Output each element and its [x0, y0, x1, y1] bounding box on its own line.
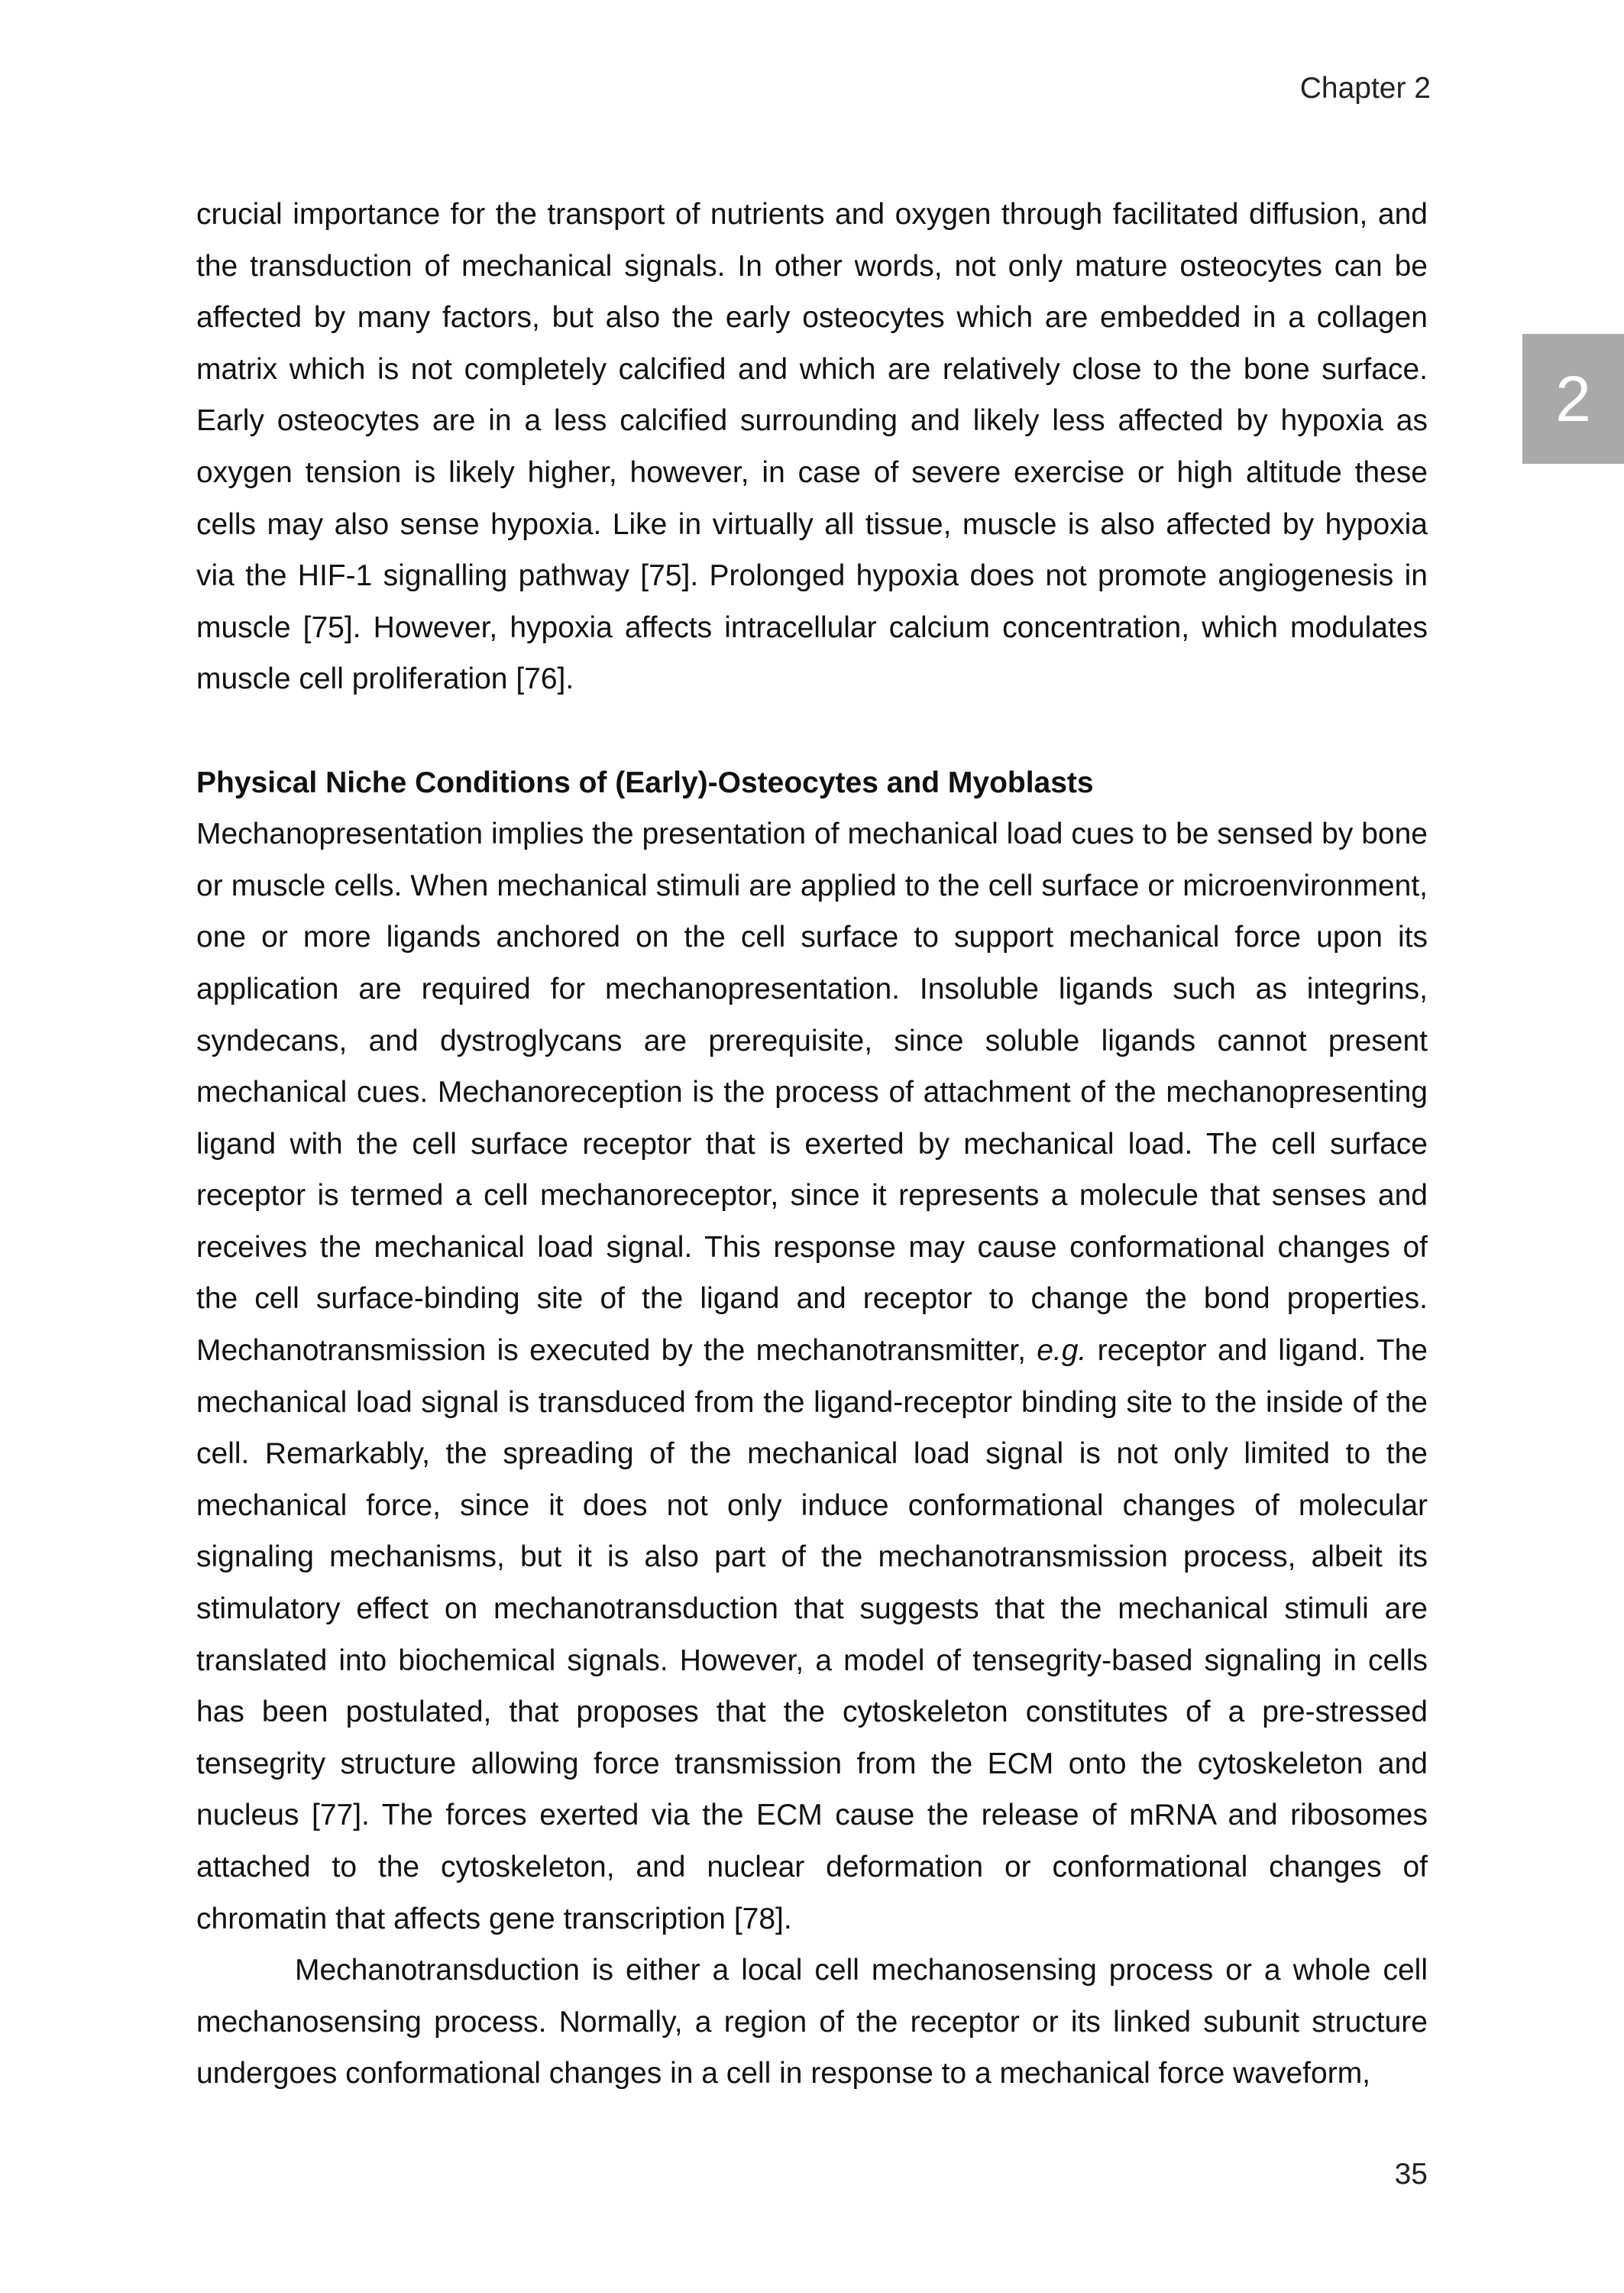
page-number: 35	[1394, 2158, 1428, 2191]
paragraph-mechanopresentation-part-2: receptor and ligand. The mechanical load signal is transduced from the ligand-receptor binding site to the inside of the cell. Remarkably, the spreading of the mechanical load signal is not only limited to the mechanical force, since it does not only induce conformational changes of molecular signaling mechanisms, but it is also part of the mechanotransmission process, albeit its stimulatory effect on mechanotransduction that suggests that the mechanical stimuli are translated into biochemical signals. However, a model of tensegrity-based signaling in cells has been postulated, that proposes that the cytoskeleton constitutes of a pre-stressed tensegrity structure allowing force transmission from the ECM onto the cytoskeleton and nucleus [77]. The forces exerted via the ECM cause the release of mRNA and ribosomes attached to the cytoskeleton, and nuclear deformation or conformational changes of chromatin that affects gene transcription [78].	[196, 1334, 1428, 1935]
paragraph-mechanopresentation	[196, 808, 1428, 1945]
italic-eg: e.g.	[1037, 1334, 1087, 1368]
paragraph-mechanopresentation-part-1: Mechanopresentation implies the presentation of mechanical load cues to be sensed by bone or muscle cells. When mechanical stimuli are applied to the cell surface or microenvironment, one or more ligands anchored on the cell surface to support mechanical force upon its application are required for mechanopresentation. Insoluble ligands such as integrins, syndecans, and dystroglycans are prerequisite, since soluble ligands cannot present mechanical cues. Mechanoreception is the process of attachment of the mechanopresenting ligand with the cell surface receptor that is exerted by mechanical load. The cell surface receptor is termed a cell mechanoreceptor, since it represents a molecule that senses and receives the mechanical load signal. This response may cause conformational changes of the cell surface-binding site of the ligand and receptor to change the bond properties. Mechanotransmission is executed by the mechanotransmitter,	[196, 818, 1428, 1368]
chapter-tab: 2	[1522, 334, 1624, 464]
paragraph-mechanotransduction: Mechanotransduction is either a local cell mechanosensing process or a whole cell mechanosensing process. Normally, a region of the receptor or its linked subunit structure undergoes conformational changes in a cell in response to a mechanical force waveform,	[196, 1954, 1428, 2091]
section-heading: Physical Niche Conditions of (Early)-Osteocytes and Myoblasts	[196, 766, 1094, 799]
running-header: Chapter 2	[1299, 72, 1431, 105]
body-text	[196, 189, 1428, 2100]
paragraph-hypoxia: crucial importance for the transport of nutrients and oxygen through facilitated diffusion, and the transduction of mechanical signals. In other words, not only mature osteocytes can be affected by many factors, but also the early osteocytes which are embedded in a collagen matrix which is not completely calcified and which are relatively close to the bone surface. Early osteocytes are in a less calcified surrounding and likely less affected by hypoxia as oxygen tension is likely higher, however, in case of severe exercise or high altitude these cells may also sense hypoxia. Like in virtually all tissue, muscle is also affected by hypoxia via the HIF-1 signalling pathway [75]. Prolonged hypoxia does not promote angiogenesis in muscle [75]. However, hypoxia affects intracellular calcium concentration, which modulates muscle cell proliferation [76].	[196, 198, 1428, 696]
